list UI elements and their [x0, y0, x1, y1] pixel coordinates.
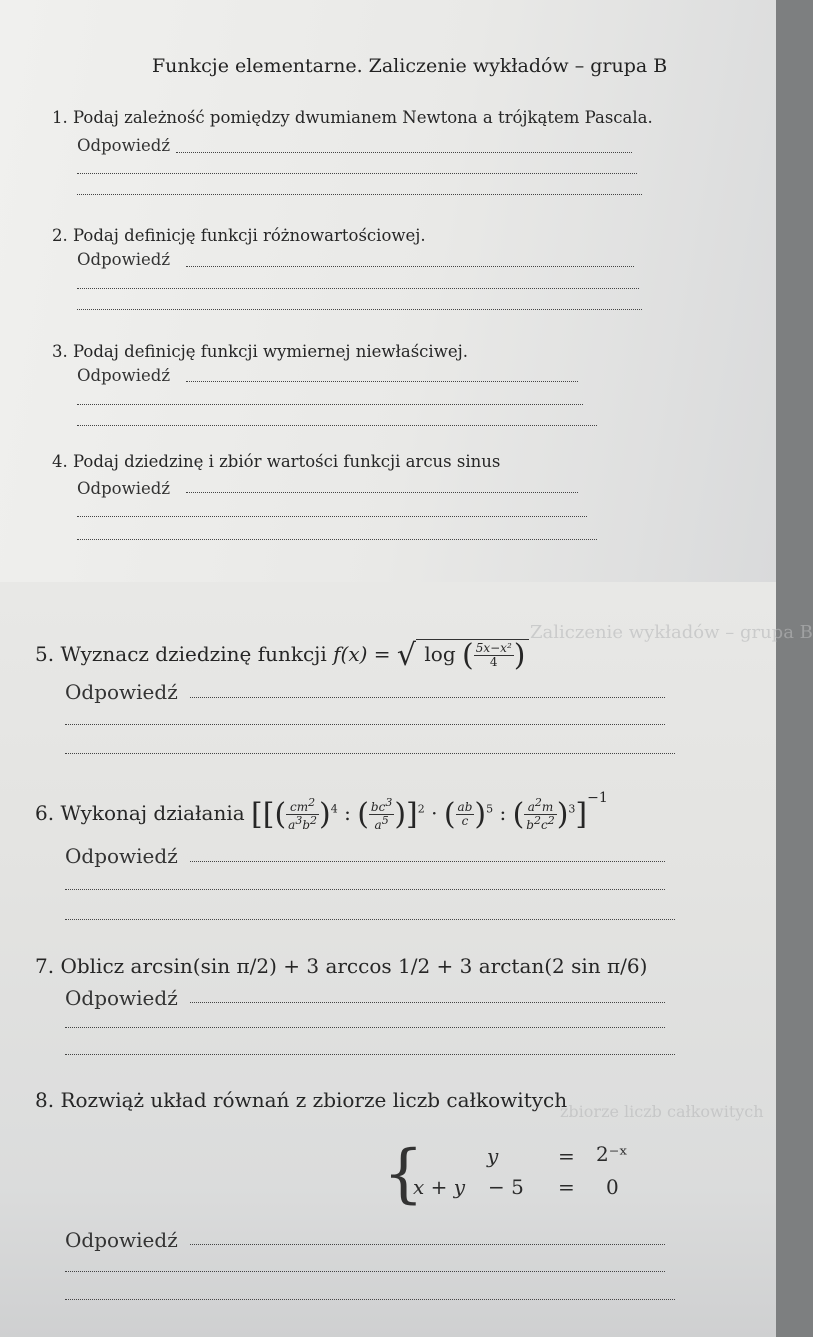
exam-sheet-bottom — [0, 582, 813, 1337]
eq2-lhs: x + y — [413, 1175, 466, 1199]
answer-line[interactable] — [65, 889, 665, 890]
answer-label: Odpowiedź — [65, 844, 178, 868]
question-1 — [52, 108, 653, 127]
show-through-text: zbiorze liczb całkowitych — [560, 1102, 764, 1121]
paren: ) — [513, 638, 526, 673]
answer-label: Odpowiedź — [65, 986, 178, 1010]
sqrt-symbol: √ — [396, 638, 417, 673]
answer-label: Odpowiedź — [77, 250, 171, 269]
answer-line[interactable] — [190, 1244, 665, 1245]
numerator: 5x−x² — [475, 641, 512, 656]
eq2-equals: = — [558, 1175, 575, 1199]
sqrt-body — [416, 638, 529, 673]
eq1-lhs: y — [487, 1144, 499, 1168]
question-number: 5. — [35, 642, 55, 666]
eq2-op: − 5 — [488, 1175, 524, 1199]
question-number: 7. — [35, 954, 55, 978]
question-number: 4. — [52, 452, 68, 471]
question-7 — [35, 954, 647, 978]
question-6 — [35, 790, 608, 832]
question-5 — [35, 638, 529, 673]
question-text: Oblicz — [60, 954, 125, 978]
question-text: Podaj dziedzinę i zbiór wartości funkcji arcus sinus — [73, 452, 501, 471]
question-number: 3. — [52, 342, 68, 361]
question-number: 8. — [35, 1088, 55, 1112]
eq1-equals: = — [558, 1144, 575, 1168]
answer-label: Odpowiedź — [77, 479, 171, 498]
system-brace: { — [383, 1137, 424, 1211]
answer-line[interactable] — [190, 697, 665, 698]
answer-line[interactable] — [190, 861, 665, 862]
answer-line[interactable] — [65, 724, 665, 725]
question-3 — [52, 342, 468, 361]
formula: arcsin(sin π/2) + 3 arccos 1/2 + 3 arctan(2 sin π/6) — [130, 954, 648, 978]
exponent-outer: −1 — [587, 790, 608, 806]
show-through-text: Zaliczenie wykładów – grupa B — [530, 622, 813, 643]
answer-line[interactable] — [65, 1054, 675, 1055]
expression: [[( $\frac{cm^2}{a^3b^2}$ )$^4$ : ( $\frac{bc^3}{a^5}$ )]$^2$ · ( $\frac{ab}{c}$ )$^5$ : ( $\frac{a^2m}{b^2c^2}$ )$^3$]$^{-1}$ — [251, 790, 608, 832]
answer-line[interactable] — [65, 1027, 665, 1028]
answer-line[interactable] — [77, 425, 597, 426]
eq1-rhs: 2⁻ˣ — [596, 1142, 628, 1166]
answer-line[interactable] — [186, 492, 578, 493]
question-text: Wykonaj działania — [60, 801, 245, 825]
answer-line[interactable] — [186, 266, 634, 267]
answer-line[interactable] — [65, 919, 675, 920]
question-number: 2. — [52, 226, 68, 245]
answer-line[interactable] — [65, 753, 675, 754]
answer-line[interactable] — [65, 1271, 665, 1272]
formula-f: f(x) = — [333, 642, 391, 666]
question-text: Podaj definicję funkcji różnowartościowej. — [73, 226, 426, 245]
answer-line[interactable] — [77, 288, 639, 289]
question-text: Wyznacz dziedzinę funkcji — [60, 642, 327, 666]
paren: ( — [462, 638, 474, 673]
page-title: Funkcje elementarne. Zaliczenie wykładów – grupa B — [152, 55, 668, 77]
answer-line[interactable] — [176, 152, 632, 153]
answer-label: Odpowiedź — [77, 136, 171, 155]
fraction — [474, 642, 514, 668]
question-text: Rozwiąż układ równań z zbiorze liczb całkowitych — [60, 1088, 568, 1112]
answer-label: Odpowiedź — [77, 366, 171, 385]
answer-label: Odpowiedź — [65, 1228, 178, 1252]
answer-line[interactable] — [77, 539, 597, 540]
answer-line[interactable] — [190, 1002, 665, 1003]
question-2 — [52, 226, 426, 245]
question-text: Podaj zależność pomiędzy dwumianem Newtona a trójkątem Pascala. — [73, 108, 653, 127]
answer-line[interactable] — [77, 404, 583, 405]
answer-line[interactable] — [186, 381, 578, 382]
answer-line[interactable] — [77, 516, 587, 517]
denominator: 4 — [474, 655, 514, 669]
eq2-rhs: 0 — [606, 1175, 619, 1199]
log-text: log — [424, 642, 456, 666]
question-number: 1. — [52, 108, 68, 127]
question-4 — [52, 452, 500, 471]
answer-line[interactable] — [77, 194, 642, 195]
question-number: 6. — [35, 801, 55, 825]
question-8 — [35, 1088, 567, 1112]
exam-sheet-top — [0, 0, 776, 582]
answer-line[interactable] — [77, 309, 642, 310]
answer-line[interactable] — [77, 173, 637, 174]
answer-label: Odpowiedź — [65, 680, 178, 704]
answer-line[interactable] — [65, 1299, 675, 1300]
question-text: Podaj definicję funkcji wymiernej niewłaściwej. — [73, 342, 468, 361]
